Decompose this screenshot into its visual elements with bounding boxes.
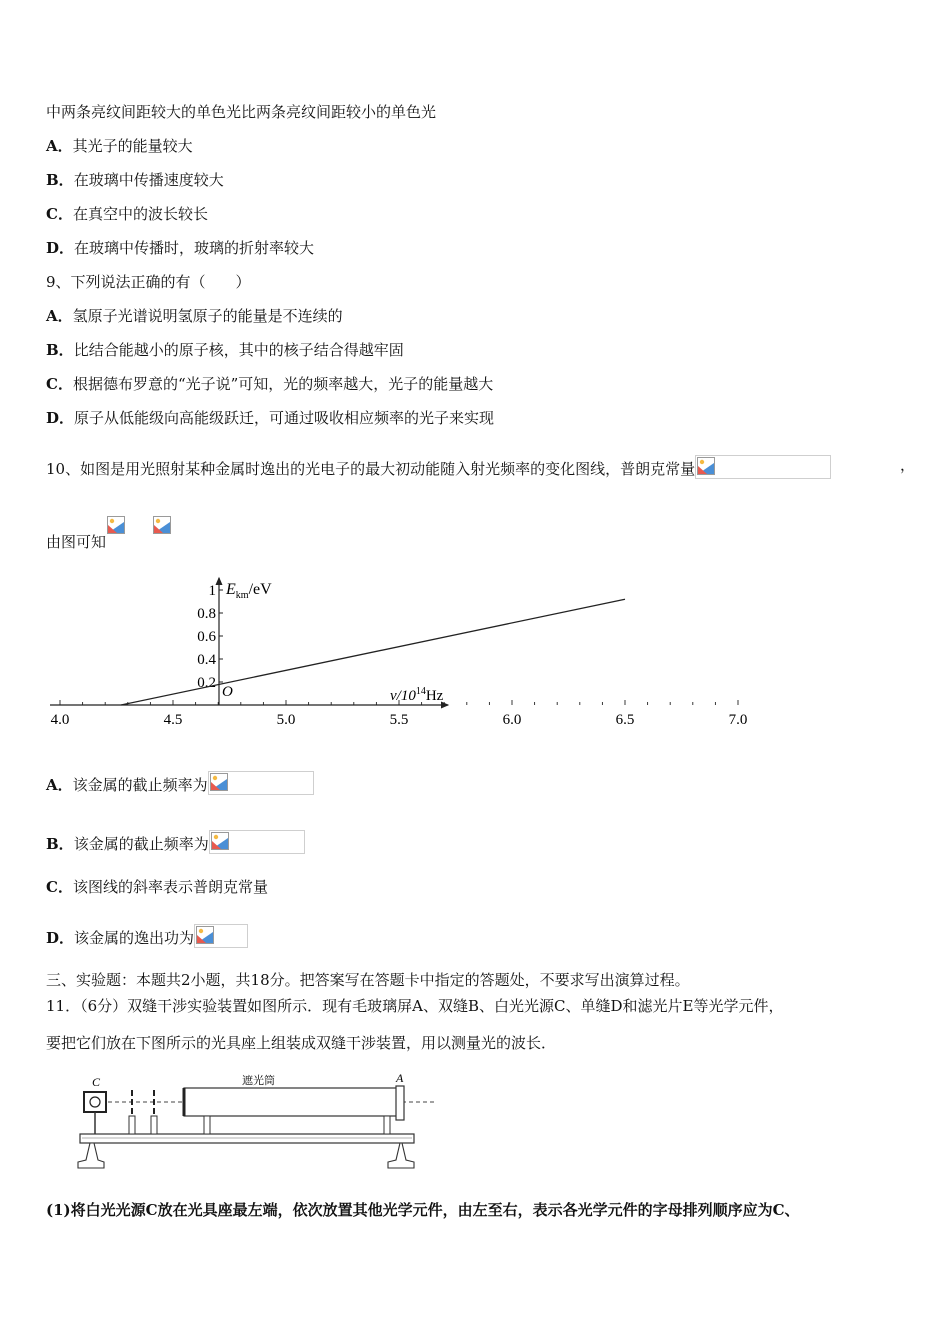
light-shield-tube bbox=[184, 1088, 398, 1116]
y-label-main: E bbox=[226, 581, 236, 598]
label-tube: 遮光筒 bbox=[242, 1075, 275, 1087]
x-label-unit: Hz bbox=[425, 688, 444, 704]
option-text: 其光子的能量较大 bbox=[72, 137, 193, 155]
light-source-c bbox=[84, 1092, 106, 1112]
broken-image-icon bbox=[196, 926, 214, 944]
label-a: A bbox=[396, 1071, 404, 1085]
option-text: 在真空中的波长较长 bbox=[72, 205, 208, 223]
option-text: 在玻璃中传播时，玻璃的折射率较大 bbox=[74, 239, 315, 257]
origin-label: O bbox=[222, 684, 233, 700]
option-text: 该图线的斜率表示普朗克常量 bbox=[72, 878, 268, 896]
option-label: A． bbox=[46, 137, 73, 155]
broken-image-icon bbox=[107, 516, 125, 534]
q9-stem: 9、下列说法正确的有（ ） bbox=[46, 273, 251, 291]
option-label: C． bbox=[46, 205, 73, 223]
y-tick-label: 0.8 bbox=[197, 606, 216, 622]
x-tick-labels bbox=[51, 712, 748, 728]
q8-stem-tail: 中两条亮纹间距较大的单色光比两条亮纹间距较小的单色光 bbox=[46, 103, 437, 121]
q10-option-b bbox=[46, 830, 305, 854]
q10-option-d bbox=[46, 924, 248, 948]
q9-option-a bbox=[46, 306, 343, 326]
q9-option-d bbox=[46, 408, 494, 428]
q10-option-c bbox=[46, 877, 268, 897]
option-label: B． bbox=[46, 171, 74, 189]
x-tick-label: 6.5 bbox=[615, 712, 635, 728]
option-text: 该金属的截止频率为 bbox=[72, 776, 208, 794]
q10-option-a bbox=[46, 771, 314, 795]
option-text: 比结合能越小的原子核，其中的核子结合得越牢固 bbox=[73, 341, 404, 359]
x-label-main: ν/10 bbox=[390, 688, 416, 704]
label-c: C bbox=[92, 1075, 101, 1089]
x-axis-label bbox=[390, 686, 444, 704]
x-tick-label: 4.0 bbox=[50, 712, 70, 728]
q10-stem-text: 10、如图是用光照射某种金属时逸出的光电子的最大初动能随入射光频率的变化图线，普朗克常量 bbox=[46, 460, 696, 478]
q10-comma: ， bbox=[900, 456, 916, 474]
option-text: 该金属的截止频率为 bbox=[73, 835, 209, 853]
q10-continuation bbox=[46, 530, 170, 552]
option-label: A． bbox=[46, 307, 73, 325]
q11-part-1 bbox=[46, 1200, 800, 1220]
q10-stem bbox=[46, 455, 831, 479]
x-tick-label: 4.5 bbox=[163, 712, 183, 728]
option-label: C． bbox=[46, 878, 73, 896]
option-label: B． bbox=[46, 341, 74, 359]
x-tick-label: 5.5 bbox=[389, 712, 409, 728]
option-text: 原子从低能级向高能级跃迁，可通过吸收相应频率的光子来实现 bbox=[74, 409, 495, 427]
q10-cont-text: 由图可知 bbox=[46, 533, 107, 551]
formula-image-placeholder bbox=[208, 771, 314, 795]
option-text: 氢原子光谱说明氢原子的能量是不连续的 bbox=[72, 307, 343, 325]
broken-image-icon bbox=[697, 457, 715, 475]
y-tick-label: 0.4 bbox=[197, 652, 216, 668]
component-holder bbox=[151, 1090, 157, 1134]
ekm-frequency-chart bbox=[46, 572, 748, 732]
formula-image-placeholder bbox=[209, 830, 305, 854]
x-tick-label: 7.0 bbox=[728, 712, 748, 728]
option-label: C． bbox=[46, 375, 73, 393]
option-text: 在玻璃中传播速度较大 bbox=[73, 171, 224, 189]
formula-image-placeholder bbox=[152, 530, 170, 552]
option-label: A． bbox=[46, 776, 73, 794]
formula-image-placeholder bbox=[695, 455, 831, 479]
y-label-sub: km bbox=[235, 590, 249, 601]
bench-leg-right bbox=[388, 1143, 414, 1168]
option-label: D． bbox=[46, 409, 75, 427]
formula-image-placeholder bbox=[106, 530, 124, 552]
option-label: D． bbox=[46, 929, 75, 947]
broken-image-icon bbox=[210, 773, 228, 791]
x-tick-label: 6.0 bbox=[502, 712, 522, 728]
q11-stem-line-1: 11．（6分）双缝干涉实验装置如图所示．现有毛玻璃屏A、双缝B、白光光源C、单缝D和滤光片E等光学元件， bbox=[46, 997, 784, 1015]
optical-bench-rail bbox=[80, 1134, 414, 1143]
y-label-unit: /eV bbox=[248, 581, 272, 598]
option-text: 该金属的逸出功为 bbox=[74, 929, 195, 947]
formula-image-placeholder bbox=[194, 924, 248, 948]
y-tick-label: 1 bbox=[208, 583, 216, 599]
option-label: B． bbox=[46, 835, 74, 853]
bench-leg-left bbox=[78, 1143, 104, 1168]
double-slit-apparatus-diagram bbox=[74, 1072, 474, 1182]
option-text: 根据德布罗意的“光子说”可知，光的频率越大，光子的能量越大 bbox=[72, 375, 494, 393]
q8-option-d bbox=[46, 238, 314, 258]
x-tick-label: 5.0 bbox=[276, 712, 296, 728]
x-label-sup: 14 bbox=[415, 686, 426, 697]
screen-a bbox=[396, 1086, 404, 1120]
q9-option-c bbox=[46, 374, 493, 394]
y-tick-label: 0.6 bbox=[197, 629, 216, 645]
y-axis-label bbox=[225, 581, 272, 601]
section-3-heading: 三、实验题：本题共2小题，共18分。把答案写在答题卡中指定的答题处，不要求写出演算过程。 bbox=[46, 971, 690, 989]
broken-image-icon bbox=[211, 832, 229, 850]
y-tick-label: 0.2 bbox=[197, 675, 216, 691]
q11-part-1-text: (1)将白光光源C放在光具座最左端，依次放置其他光学元件，由左至右，表示各光学元件的字母排列顺序应为C、 bbox=[46, 1201, 800, 1219]
q8-option-a bbox=[46, 136, 193, 156]
q11-stem-line-2: 要把它们放在下图所示的光具座上组装成双缝干涉装置，用以测量光的波长． bbox=[46, 1034, 557, 1052]
component-holder bbox=[129, 1090, 135, 1134]
q8-option-c bbox=[46, 204, 208, 224]
option-label: D． bbox=[46, 239, 75, 257]
broken-image-icon bbox=[153, 516, 171, 534]
q8-option-b bbox=[46, 170, 224, 190]
q9-option-b bbox=[46, 340, 404, 360]
